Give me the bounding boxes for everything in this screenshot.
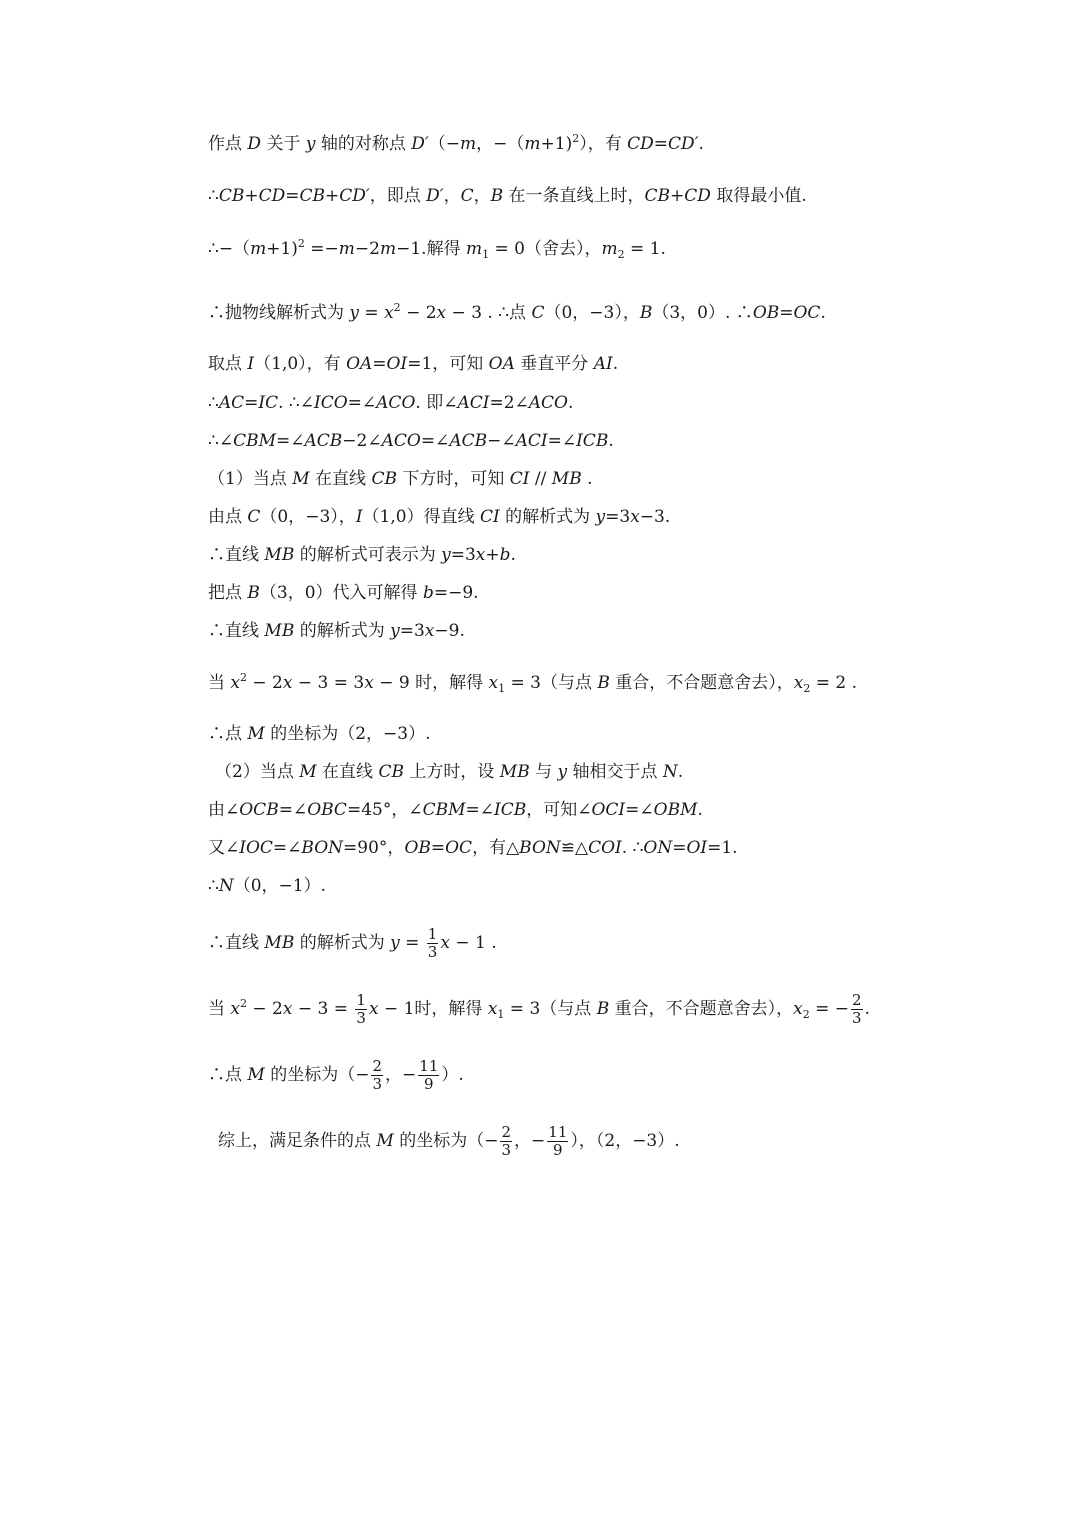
solution-line-1: 作点 D 关于 y 轴的对称点 D′（−m，−（m+1)$^2$），有 CD=CD′. xyxy=(208,132,704,154)
solution-line-22: 综上，满足条件的点 M 的坐标为（− $\frac{2}{3}$ ，− $\frac{11}{9}$ ），（2，−3）. xyxy=(218,1123,680,1159)
solution-line-19: ∴直线 MB 的解析式为 y = $\frac{1}{3}$ x − 1 . xyxy=(208,925,497,961)
solution-line-18: ∴N（0，−1）. xyxy=(208,876,326,896)
fraction-one-third: $\frac{1}{3}$ xyxy=(427,925,438,961)
fraction-eleven-ninths: $\frac{11}{9}$ xyxy=(548,1123,568,1159)
solution-line-11: 把点 B（3，0）代入可解得 b=−9. xyxy=(208,583,479,603)
solution-line-21: ∴点 M 的坐标为（− $\frac{2}{3}$ ，− $\frac{11}{9}$ ）. xyxy=(208,1057,464,1093)
solution-line-17: 又∠IOC=∠BON=90°，OB=OC，有△BON≌△COI. ∴ON=OI=1. xyxy=(208,838,738,858)
solution-line-13: 当 $x^2 - 2x - 3 = 3x - 9$ 时，解得 $x_1 = 3$（与点 B 重合，不合题意舍去），$x_2 = 2$ . xyxy=(208,671,858,695)
solution-line-12: ∴直线 MB 的解析式为 y=3x−9. xyxy=(208,621,465,641)
fraction-two-thirds: $\frac{2}{3}$ xyxy=(372,1057,383,1093)
solution-line-16: 由∠OCB=∠OBC=45°，∠CBM=∠ICB，可知∠OCI=∠OBM. xyxy=(208,800,703,820)
solution-line-5: 取点 I（1,0），有 OA=OI=1，可知 OA 垂直平分 AI. xyxy=(208,354,619,374)
solution-line-8: （1）当点 M 在直线 CB 下方时，可知 CI // MB . xyxy=(208,469,593,489)
solution-line-2: ∴CB+CD=CB+CD′，即点 D′，C，B 在一条直线上时，CB+CD 取得最小值. xyxy=(208,186,807,206)
fraction-two-thirds: $\frac{2}{3}$ xyxy=(501,1123,512,1159)
solution-line-9: 由点 C（0，−3），I（1,0）得直线 CI 的解析式为 y=3x−3. xyxy=(208,507,671,527)
fraction-eleven-ninths: $\frac{11}{9}$ xyxy=(419,1057,439,1093)
solution-line-10: ∴直线 MB 的解析式可表示为 y=3x+b. xyxy=(208,545,516,565)
solution-line-20: 当 $x^2 - 2x - 3$ = $\frac{1}{3}$ x − 1时，解得 $x_1 = 3$（与点 B 重合，不合题意舍去），$x_2$ = − $\frac{2}{3}$ . xyxy=(208,991,870,1027)
solution-line-14: ∴点 M 的坐标为（2，−3）. xyxy=(208,724,431,744)
solution-line-7: ∴∠CBM=∠ACB−2∠ACO=∠ACB−∠ACI=∠ICB. xyxy=(208,431,614,451)
solution-line-15: （2）当点 M 在直线 CB 上方时，设 MB 与 y 轴相交于点 N. xyxy=(215,762,684,782)
solution-line-6: ∴AC=IC. ∴∠ICO=∠ACO. 即∠ACI=2∠ACO. xyxy=(208,393,574,413)
solution-line-4: ∴抛物线解析式为 $y = x^2 - 2x - 3$ . ∴点 C（0，−3），B（3，0）. ∴OB=OC. xyxy=(208,301,826,323)
solution-line-3: ∴−（m+1)$^2$ =−m−2m−1.解得 $m_1 = 0$（舍去），$m_2 = 1$. xyxy=(208,237,666,261)
fraction-two-thirds: $\frac{2}{3}$ xyxy=(851,991,862,1027)
fraction-one-third: $\frac{1}{3}$ xyxy=(356,991,366,1027)
